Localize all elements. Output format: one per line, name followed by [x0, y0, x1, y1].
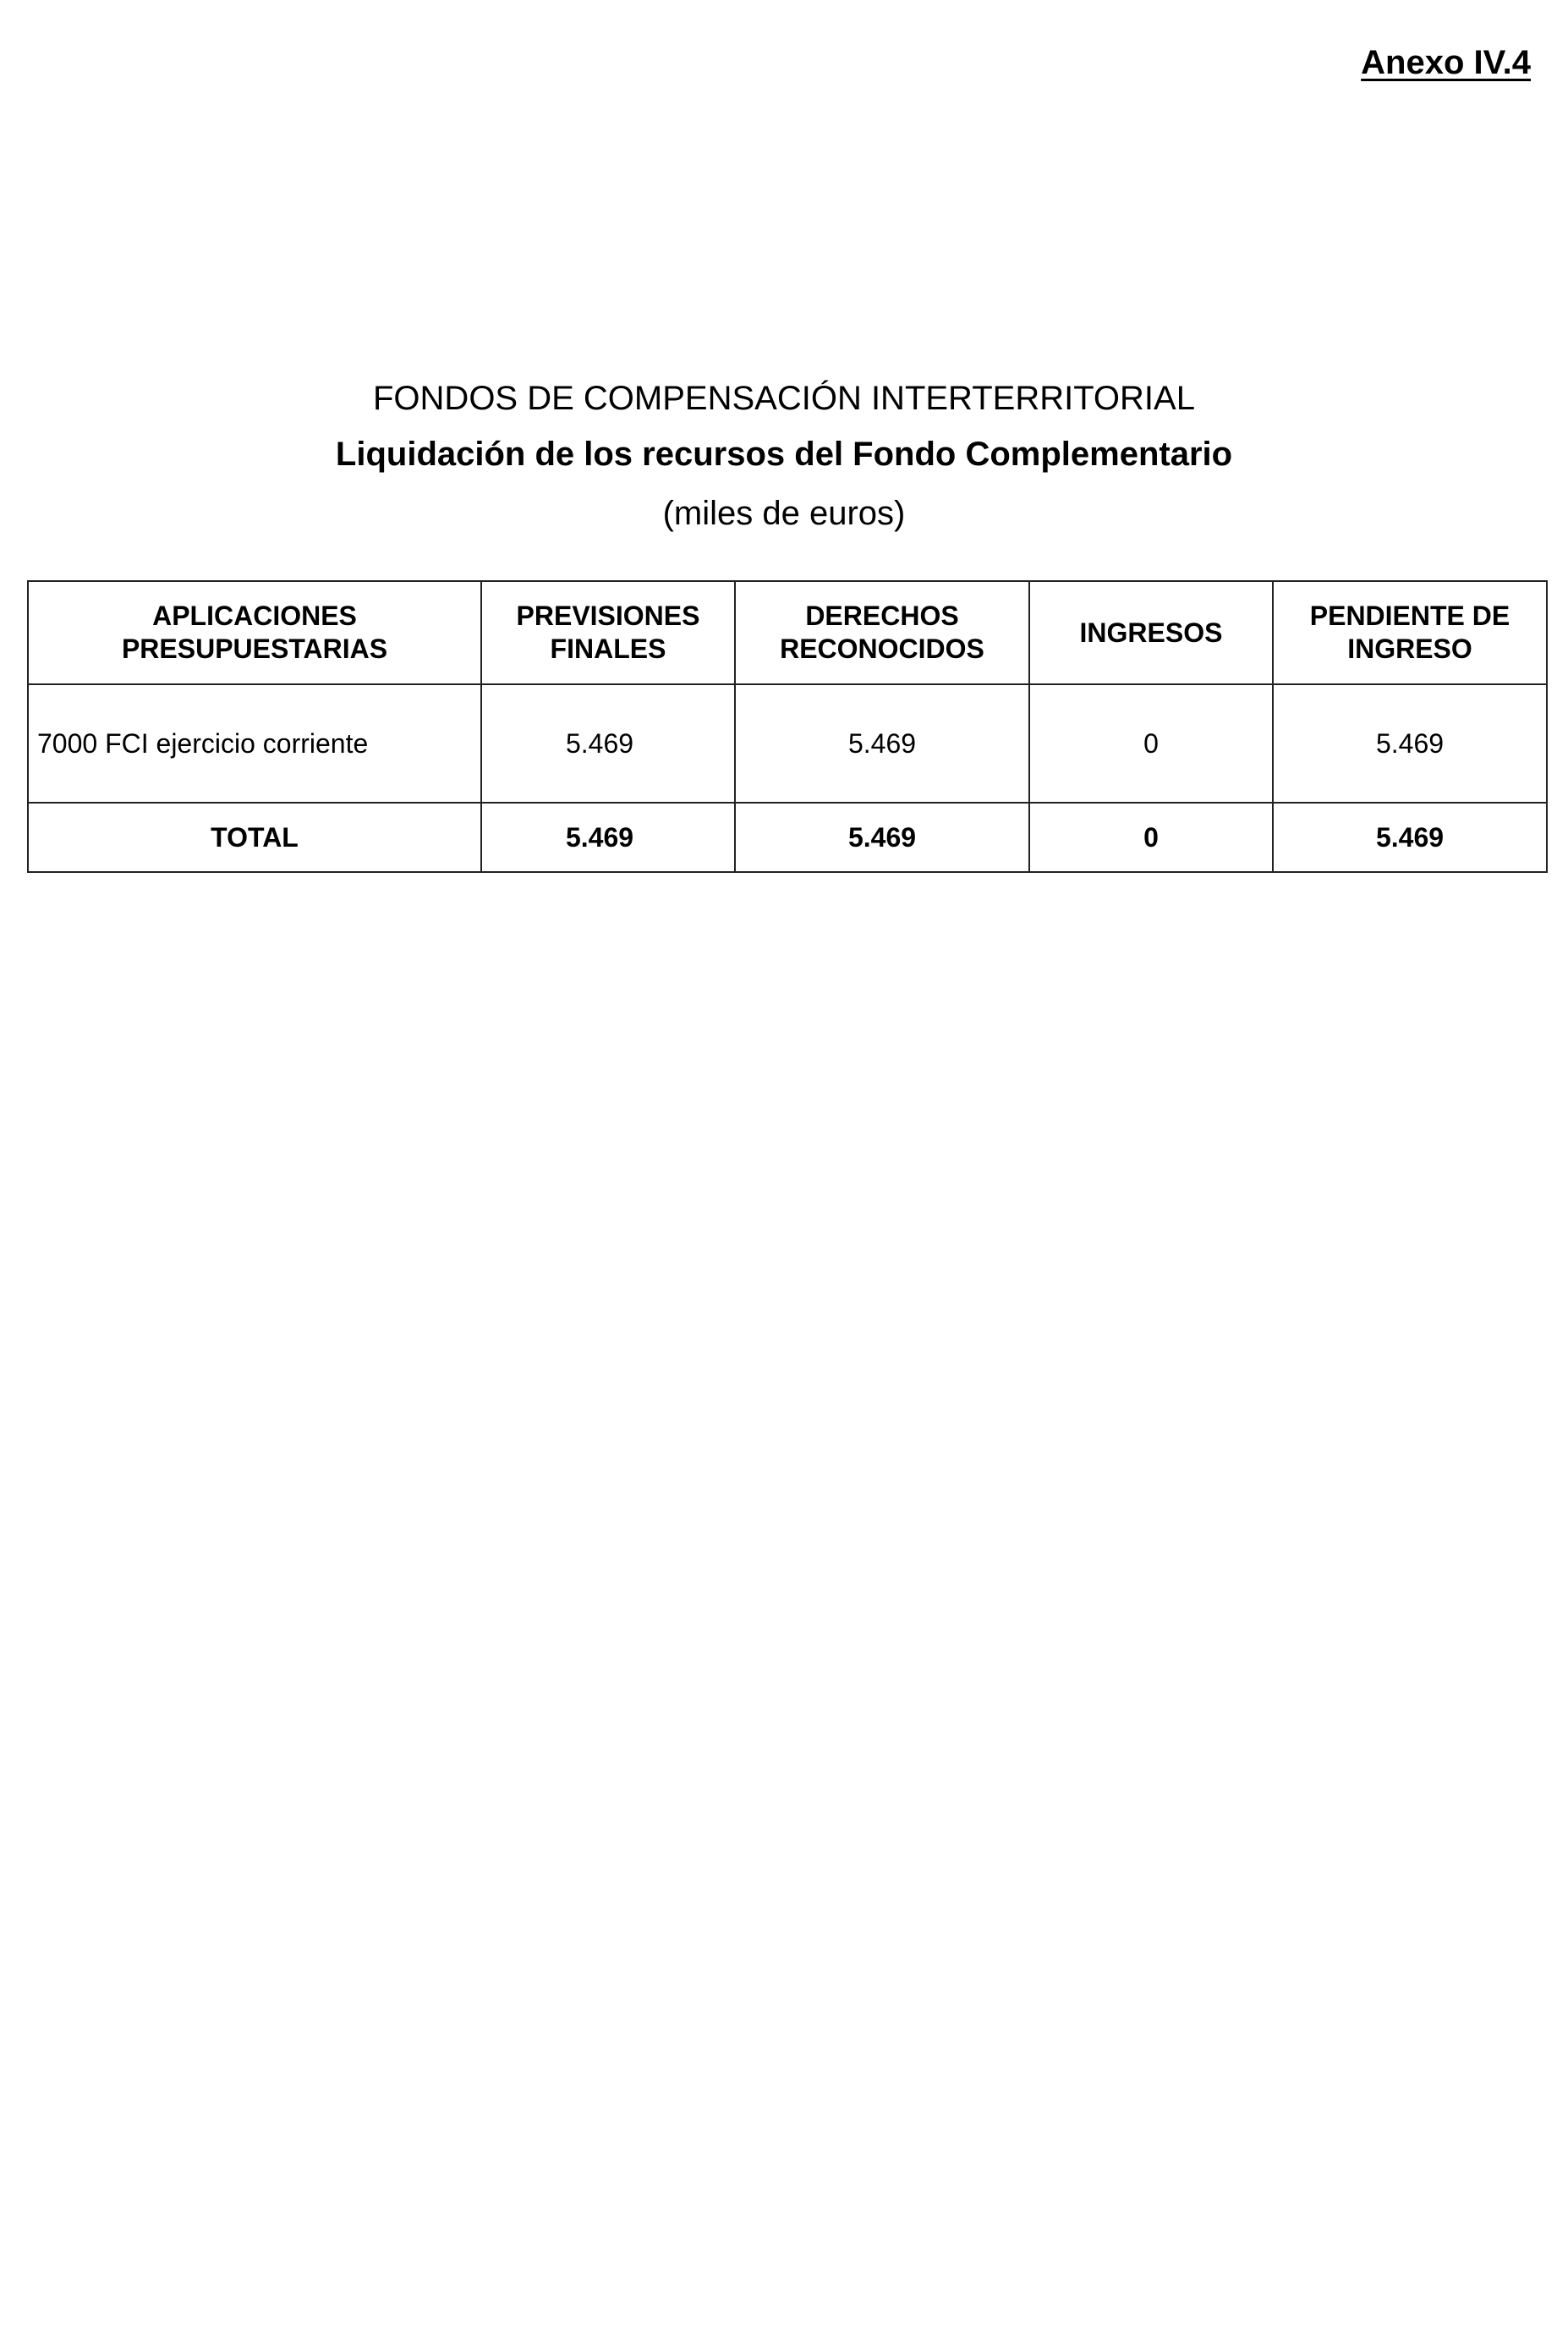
total-label: TOTAL — [28, 803, 481, 872]
row-label: 7000 FCI ejercicio corriente — [28, 684, 481, 803]
total-pendiente: 5.469 — [1273, 803, 1547, 872]
annex-label: Anexo IV.4 — [1361, 44, 1531, 81]
page-subtitle: Liquidación de los recursos del Fondo Complementario — [335, 436, 1233, 473]
header-aplicaciones: APLICACIONES PRESUPUESTARIAS — [28, 581, 481, 684]
row-previsiones: 5.469 — [481, 684, 735, 803]
row-ingresos: 0 — [1029, 684, 1273, 803]
page-title: FONDOS DE COMPENSACIÓN INTERTERRITORIAL — [373, 380, 1195, 417]
table-header-row — [28, 581, 1547, 684]
table-row — [28, 684, 1547, 803]
total-row — [28, 803, 1547, 872]
header-derechos: DERECHOS RECONOCIDOS — [735, 581, 1029, 684]
total-ingresos: 0 — [1029, 803, 1273, 872]
row-pendiente: 5.469 — [1273, 684, 1547, 803]
units-note: (miles de euros) — [662, 495, 906, 532]
header-previsiones: PREVISIONES FINALES — [481, 581, 735, 684]
row-derechos: 5.469 — [735, 684, 1029, 803]
total-derechos: 5.469 — [735, 803, 1029, 872]
total-previsiones: 5.469 — [481, 803, 735, 872]
header-pendiente: PENDIENTE DE INGRESO — [1273, 581, 1547, 684]
header-ingresos: INGRESOS — [1029, 581, 1273, 684]
liquidation-table — [27, 580, 1548, 873]
title-block — [0, 372, 1568, 543]
